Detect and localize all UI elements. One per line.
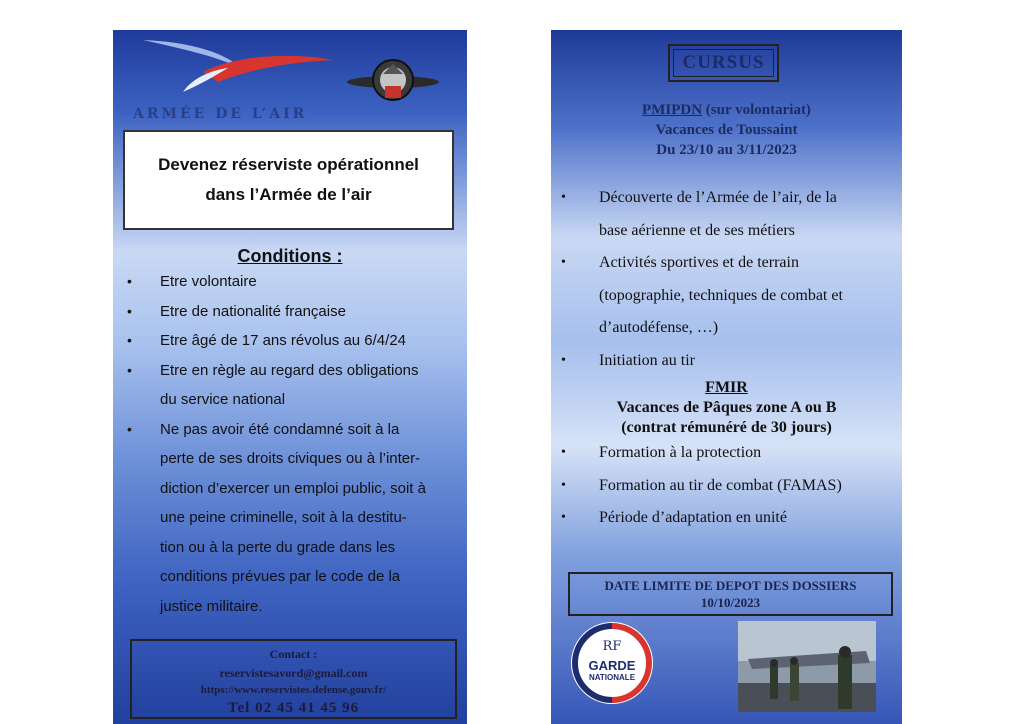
- pmipdn-dates: Du 23/10 au 3/11/2023: [656, 142, 797, 158]
- contact-label: Contact :: [269, 647, 318, 661]
- title-box: [123, 130, 454, 230]
- fmir-period: Vacances de Pâques zone A ou B: [616, 399, 837, 416]
- fmir-contract: (contrat rémunéré de 30 jours): [621, 419, 832, 436]
- nationale-label: NATIONALE: [588, 673, 636, 682]
- list-item-continued: d’autodéfense, …): [599, 319, 719, 336]
- contact-url[interactable]: https://www.reservistes.defense.gouv.fr/: [200, 684, 387, 696]
- list-item: • Formation au tir de combat (FAMAS): [561, 476, 842, 494]
- contact-email[interactable]: reservistesavord@gmail.com: [219, 666, 368, 680]
- list-item-continued: conditions prévues par le code de la: [160, 568, 401, 585]
- airforce-logo-icon: [133, 32, 333, 102]
- garde-label: GARDE: [588, 658, 636, 673]
- list-item-continued: (topographie, techniques de combat et: [599, 286, 843, 304]
- list-item: • Etre de nationalité française: [127, 302, 346, 320]
- garde-nationale-logo: [571, 622, 653, 704]
- brand-text: ARMÉE DE L’AIR: [133, 106, 308, 122]
- contact-box: [130, 639, 457, 719]
- list-item-continued: perte de ses droits civiques ou à l’inter-: [160, 450, 421, 467]
- fmir-block: [551, 378, 902, 438]
- deadline-box: [568, 572, 893, 616]
- list-item: • Etre en règle au regard des obligations: [127, 361, 419, 379]
- title-line-2: dans l’Armée de l’air: [205, 185, 372, 204]
- list-item: • Etre âgé de 17 ans révolus au 6/4/24: [127, 332, 407, 349]
- list-item-continued: justice militaire.: [160, 597, 263, 615]
- title-line-1: Devenez réserviste opérationnel: [158, 155, 419, 174]
- list-item-continued: une peine criminelle, soit à la destitu-: [160, 509, 407, 526]
- list-item: • Ne pas avoir été condamné soit à la: [127, 420, 400, 438]
- list-item: • Formation à la protection: [561, 444, 762, 461]
- list-item: • Activités sportives et de terrain: [561, 254, 799, 271]
- right-panel: [551, 30, 902, 724]
- cursus-box: [668, 44, 779, 82]
- contact-phone: Tel 02 45 41 45 96: [227, 700, 360, 716]
- list-item-continued: base aérienne et de ses métiers: [599, 221, 795, 239]
- pmipdn-title: PMIPDN: [642, 102, 703, 118]
- svg-text:RF: RF: [602, 639, 622, 654]
- list-item: • Période d’adaptation en unité: [561, 509, 787, 526]
- list-item: • Initiation au tir: [561, 351, 695, 369]
- pmipdn-block: [551, 100, 902, 160]
- deadline-date: 10/10/2023: [700, 595, 761, 610]
- pmipdn-period: Vacances de Toussaint: [655, 122, 798, 138]
- list-item-continued: tion ou à la perte du grade dans les: [160, 538, 396, 556]
- list-item-continued: diction d’exercer un emploi public, soit à: [160, 479, 426, 497]
- cursus-label: CURSUS: [673, 49, 774, 77]
- soldiers-photo: [738, 621, 876, 712]
- left-panel: [113, 30, 467, 724]
- conditions-list: [125, 267, 455, 621]
- pmipdn-list: [561, 182, 891, 377]
- pmipdn-note: (sur volontariat): [702, 102, 811, 118]
- deadline-label: DATE LIMITE DE DEPOT DES DOSSIERS: [604, 578, 857, 593]
- fmir-title: FMIR: [705, 379, 748, 396]
- squadron-emblem-icon: [345, 54, 441, 110]
- fmir-list: [561, 437, 891, 535]
- list-item: • Découverte de l’Armée de l’air, de la: [561, 189, 837, 206]
- list-item-continued: du service national: [160, 391, 286, 408]
- conditions-heading: Conditions :: [237, 246, 343, 266]
- list-item: • Etre volontaire: [127, 273, 257, 290]
